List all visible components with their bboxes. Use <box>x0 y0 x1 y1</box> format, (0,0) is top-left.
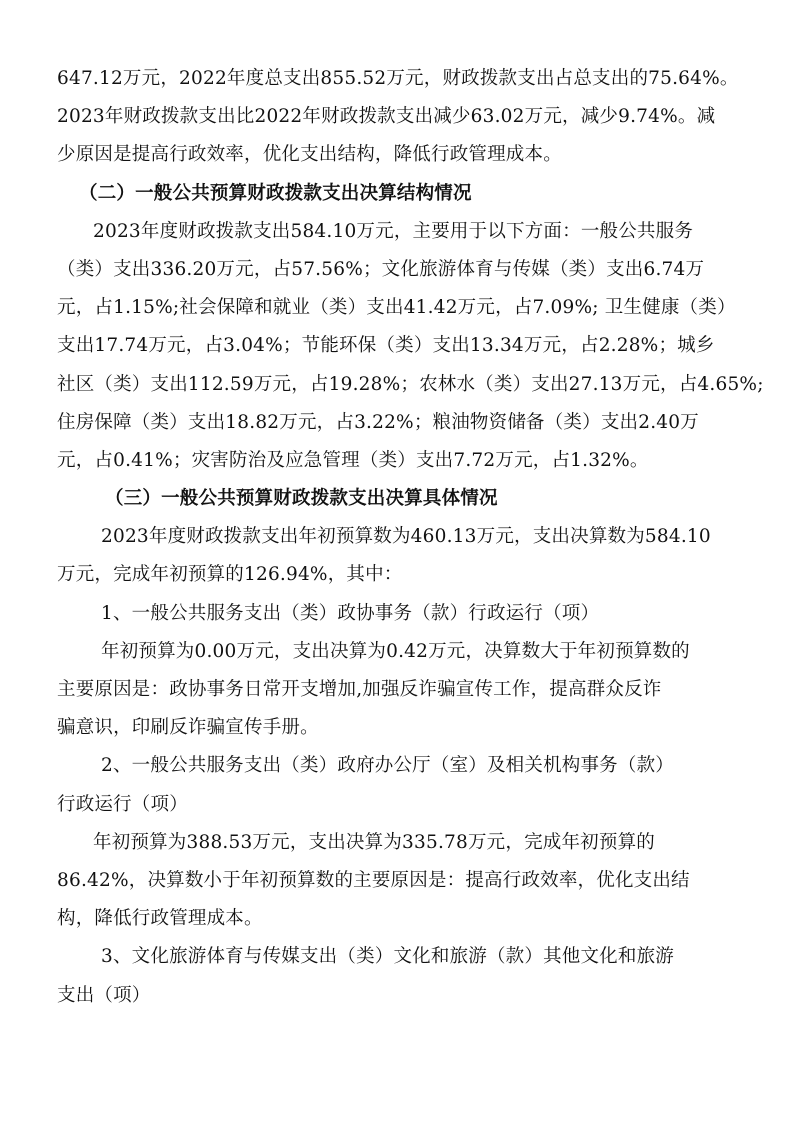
section-heading: （二）一般公共预算财政拨款支出决算结构情况 <box>79 182 472 204</box>
text-line: 主要原因是：政协事务日常开支增加,加强反诈骗宣传工作，提高群众反诈 <box>57 679 662 700</box>
text-line: （类）支出336.20万元，占57.56%；文化旅游体育与传媒（类）支出6.74万 <box>57 258 705 280</box>
paragraph-start-line: 2023年度财政拨款支出584.10万元，主要用于以下方面：一般公共服务 <box>93 220 694 242</box>
text-line: 支出（项） <box>57 984 151 1006</box>
text-line: 万元，完成年初预算的126.94%，其中： <box>57 564 403 586</box>
text-line: 2023年财政拨款支出比2022年财政拨款支出减少63.02万元，减少9.74%。减 <box>57 106 716 128</box>
text-line: 支出17.74万元，占3.04%；节能环保（类）支出13.34万元，占2.28%；城乡 <box>57 335 715 357</box>
text-line: 住房保障（类）支出18.82万元，占3.22%；粮油物资储备（类）支出2.40万 <box>57 411 699 433</box>
text-line: 社区（类）支出112.59万元，占19.28%；农林水（类）支出27.13万元，占4.65%; <box>57 373 764 395</box>
document-page <box>57 60 764 1015</box>
item-heading: 2、一般公共服务支出（类）政府办公厅（室）及相关机构事务（款） <box>101 755 674 777</box>
text-line: 元，占0.41%；灾害防治及应急管理（类）支出7.72万元，占1.32%。 <box>57 449 649 471</box>
text-line: 构，降低行政管理成本。 <box>57 908 263 930</box>
text-line: 元，占1.15%;社会保障和就业（类）支出41.42万元，占7.09%; 卫生健康（类） <box>57 297 736 319</box>
text-line: 647.12万元，2022年度总支出855.52万元，财政拨款支出占总支出的75.64%。 <box>57 68 739 89</box>
text-line: 86.42%，决算数小于年初预算数的主要原因是：提高行政效率，优化支出结 <box>57 869 690 891</box>
section-heading: （三）一般公共预算财政拨款支出决算具体情况 <box>105 488 498 510</box>
item-heading: 3、文化旅游体育与传媒支出（类）文化和旅游（款）其他文化和旅游 <box>101 946 674 968</box>
text-line: 骗意识，印刷反诈骗宣传手册。 <box>57 717 319 739</box>
paragraph-start-line: 年初预算为388.53万元，支出决算为335.78万元，完成年初预算的 <box>93 831 655 853</box>
text-line: 行政运行（项） <box>57 793 188 815</box>
paragraph-start-line: 2023年度财政拨款支出年初预算数为460.13万元，支出决算数为584.10 <box>101 526 711 548</box>
text-line: 少原因是提高行政效率，优化支出结构，降低行政管理成本。 <box>57 144 562 166</box>
paragraph-start-line: 年初预算为0.00万元，支出决算为0.42万元，决算数大于年初预算数的 <box>101 640 690 662</box>
item-heading: 1、一般公共服务支出（类）政协事务（款）行政运行（项） <box>101 602 600 624</box>
